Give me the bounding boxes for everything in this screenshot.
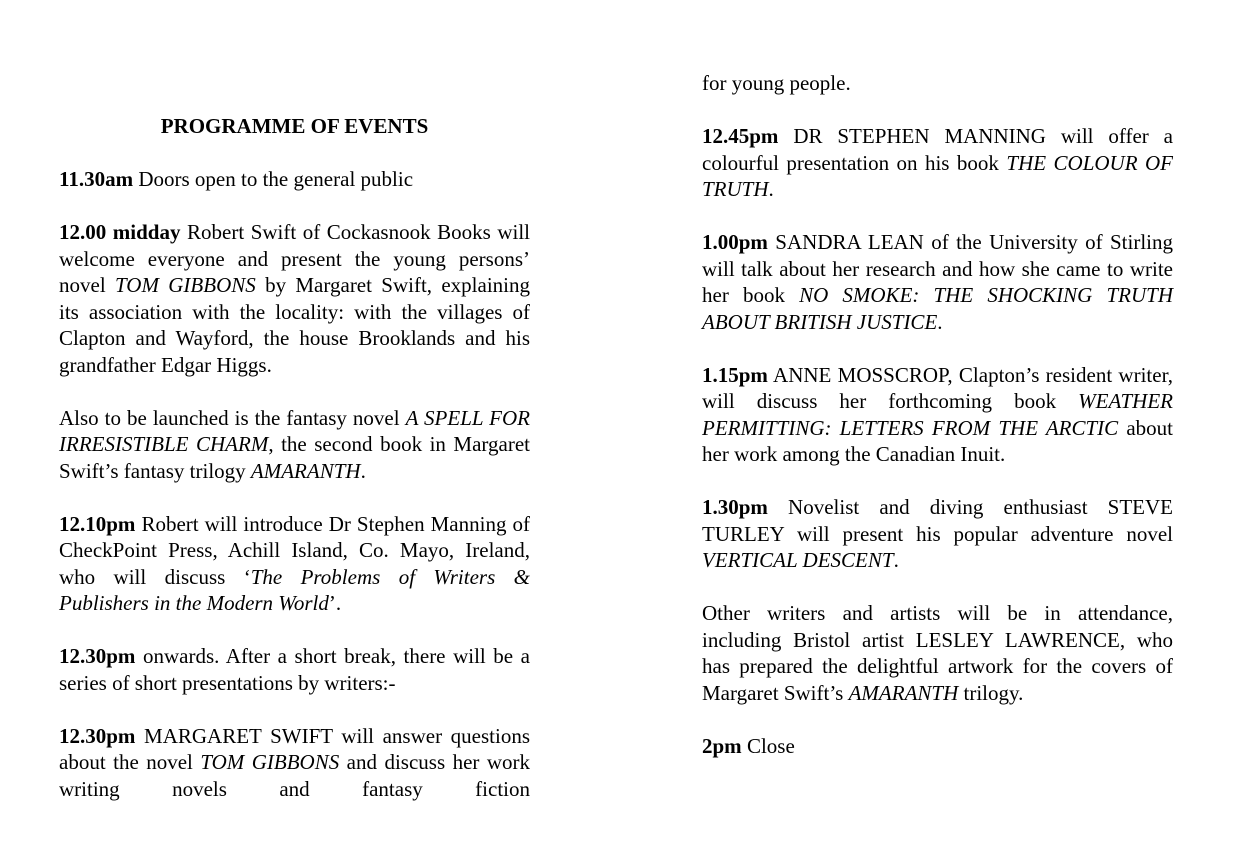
event-text: MARGARET SWIFT will answer questions about the novel — [59, 723, 530, 774]
book-title: TOM GIBBONS — [200, 750, 340, 774]
event-text: Robert Swift of Cockasnook Books will welcome everyone and present the young persons’ novel — [59, 220, 531, 297]
event-text: ’. — [328, 591, 342, 615]
book-title: AMARANTH — [250, 458, 361, 483]
event-time: 12.45pm — [702, 124, 779, 148]
event-steve-turley — [702, 494, 1173, 574]
event-sandra-lean — [702, 229, 1173, 335]
event-text: . — [937, 309, 943, 334]
event-text: . — [893, 548, 899, 572]
event-time: 1.00pm — [702, 230, 768, 254]
event-time: 12.30pm — [59, 644, 136, 668]
event-margaret-swift — [59, 723, 530, 803]
event-text: about her work among the Canadian Inuit. — [702, 415, 1173, 466]
event-text: Close — [741, 733, 795, 758]
event-other-writers — [702, 600, 1173, 706]
event-break — [59, 643, 530, 696]
event-text: Robert will introduce Dr Stephen Manning of CheckPoint Press, Achill Island, Co. Mayo, Ireland, who will discuss ‘ — [59, 511, 530, 589]
event-text: , the second book in Margaret Swift’s fantasy trilogy — [59, 432, 530, 483]
event-time: 11.30am — [59, 167, 134, 191]
event-time: 12.00 midday — [59, 220, 181, 244]
event-continuation — [702, 70, 1173, 97]
right-column — [702, 70, 1173, 786]
event-text: DR STEPHEN MANNING will offer a colourful presentation on his book — [702, 124, 1173, 175]
event-anne-mosscrop — [702, 362, 1173, 468]
book-title: WEATHER PERMITTING: LETTERS FROM THE ARCTIC — [702, 389, 1173, 440]
event-doors-open — [59, 166, 530, 193]
event-text: and discuss her work writing novels and fantasy fiction — [59, 750, 531, 801]
book-title: NO SMOKE: THE SHOCKING TRUTH ABOUT BRITISH JUSTICE — [702, 283, 1173, 334]
left-column — [59, 113, 530, 829]
event-text: trilogy. — [958, 680, 1024, 705]
book-title: AMARANTH — [848, 680, 959, 705]
programme-heading: PROGRAMME OF EVENTS — [160, 114, 429, 138]
event-text: Also to be launched is the fantasy novel — [59, 405, 406, 430]
event-text: ANNE MOSSCROP, Clapton’s resident writer, will discuss her forthcoming book — [702, 362, 1173, 413]
event-text: by Margaret Swift, explaining its association with the locality: with the villages of Clapton and Wayford, the house Brooklands and his grandfather Edgar Higgs. — [59, 273, 530, 377]
event-time: 1.15pm — [702, 362, 768, 387]
event-time: 12.30pm — [59, 723, 136, 748]
event-launch — [59, 405, 530, 485]
event-close — [702, 733, 1173, 760]
book-title: TOM GIBBONS — [114, 273, 256, 297]
book-title: VERTICAL DESCENT — [702, 548, 894, 572]
event-text: Novelist and diving enthusiast STEVE TURLEY will present his popular adventure novel — [702, 495, 1173, 546]
event-text: Other writers and artists will be in attendance, including Bristol artist LESLEY LAWRENCE, who has prepared the delightful artwork for the covers of Margaret Swift’s — [702, 601, 1173, 705]
event-stephen-manning — [702, 123, 1173, 203]
event-text: . — [768, 177, 774, 201]
event-text: SANDRA LEAN of the University of Stirling will talk about her research and how she came to write her book — [702, 230, 1173, 307]
event-text: onwards. After a short break, there will be a series of short presentations by writers:- — [59, 644, 530, 695]
event-text: Doors open to the general public — [133, 167, 414, 191]
event-introduction — [59, 511, 530, 617]
event-text: . — [360, 458, 366, 483]
event-time: 1.30pm — [702, 495, 768, 519]
event-time: 2pm — [702, 733, 742, 758]
event-text: for young people. — [702, 71, 851, 95]
book-title: A SPELL FOR IRRESISTIBLE CHARM — [59, 405, 530, 456]
talk-title: The Problems of Writers & Publishers in the Modern World — [59, 564, 530, 615]
book-title: THE COLOUR OF TRUTH — [702, 150, 1173, 201]
event-time: 12.10pm — [59, 511, 136, 536]
event-welcome — [59, 219, 530, 378]
